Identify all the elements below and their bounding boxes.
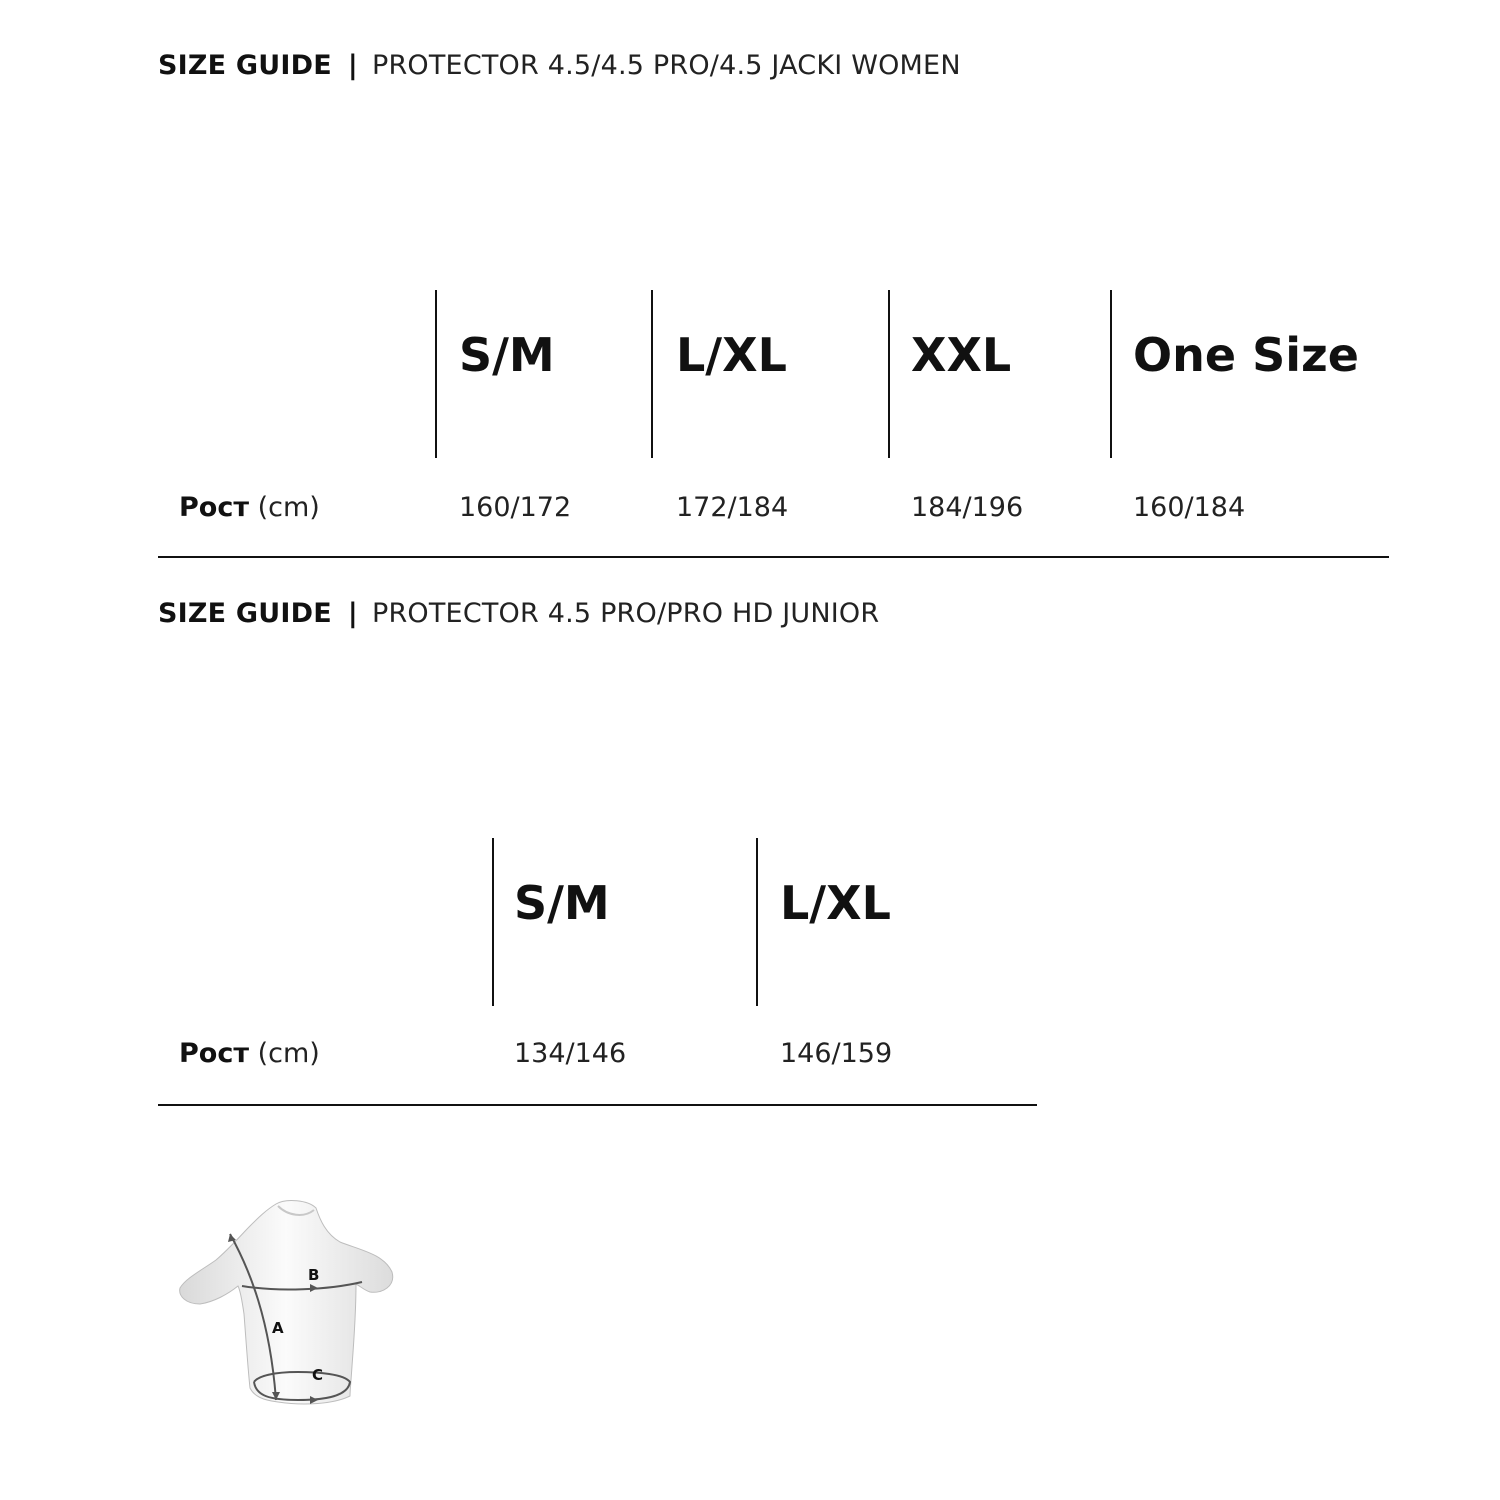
height-value-lxl: 172/184 <box>676 492 789 523</box>
size-header-sm: S/M <box>459 328 555 382</box>
table-bottom-rule <box>158 1104 1037 1106</box>
measure-label-c: C <box>312 1366 324 1384</box>
column-divider <box>888 290 890 458</box>
size-guide-heading-2 <box>158 598 879 629</box>
column-divider <box>1110 290 1112 458</box>
height-value-xxl: 184/196 <box>911 492 1024 523</box>
column-divider <box>435 290 437 458</box>
torso-measurement-icon <box>158 1190 408 1420</box>
height-value-one-size: 160/184 <box>1133 492 1246 523</box>
size-header-lxl: L/XL <box>676 328 787 382</box>
heading-separator: | <box>347 598 358 629</box>
measure-label-a: A <box>272 1319 284 1337</box>
measure-label-b: B <box>308 1266 320 1284</box>
product-name: PROTECTOR 4.5/4.5 PRO/4.5 JACKI WOMEN <box>371 50 961 81</box>
height-row-label <box>179 1038 320 1069</box>
height-unit: (cm) <box>257 1038 320 1069</box>
column-divider <box>492 838 494 1006</box>
column-divider <box>756 838 758 1006</box>
size-header-xxl: XXL <box>911 328 1012 382</box>
size-header-one-size: One Size <box>1133 328 1359 382</box>
height-value-sm: 160/172 <box>459 492 572 523</box>
size-guide-label: SIZE GUIDE <box>158 50 332 81</box>
heading-separator: | <box>347 50 358 81</box>
column-divider <box>651 290 653 458</box>
height-unit: (cm) <box>257 492 320 523</box>
table-bottom-rule <box>158 556 1389 558</box>
height-row-label <box>179 492 320 523</box>
height-value-sm: 134/146 <box>514 1038 627 1069</box>
size-header-sm: S/M <box>514 876 610 930</box>
height-label: Рост <box>179 1038 249 1069</box>
height-value-lxl: 146/159 <box>780 1038 893 1069</box>
product-name: PROTECTOR 4.5 PRO/PRO HD JUNIOR <box>371 598 880 629</box>
size-header-lxl: L/XL <box>780 876 891 930</box>
size-guide-heading-1 <box>158 50 961 81</box>
height-label: Рост <box>179 492 249 523</box>
size-guide-label: SIZE GUIDE <box>158 598 332 629</box>
